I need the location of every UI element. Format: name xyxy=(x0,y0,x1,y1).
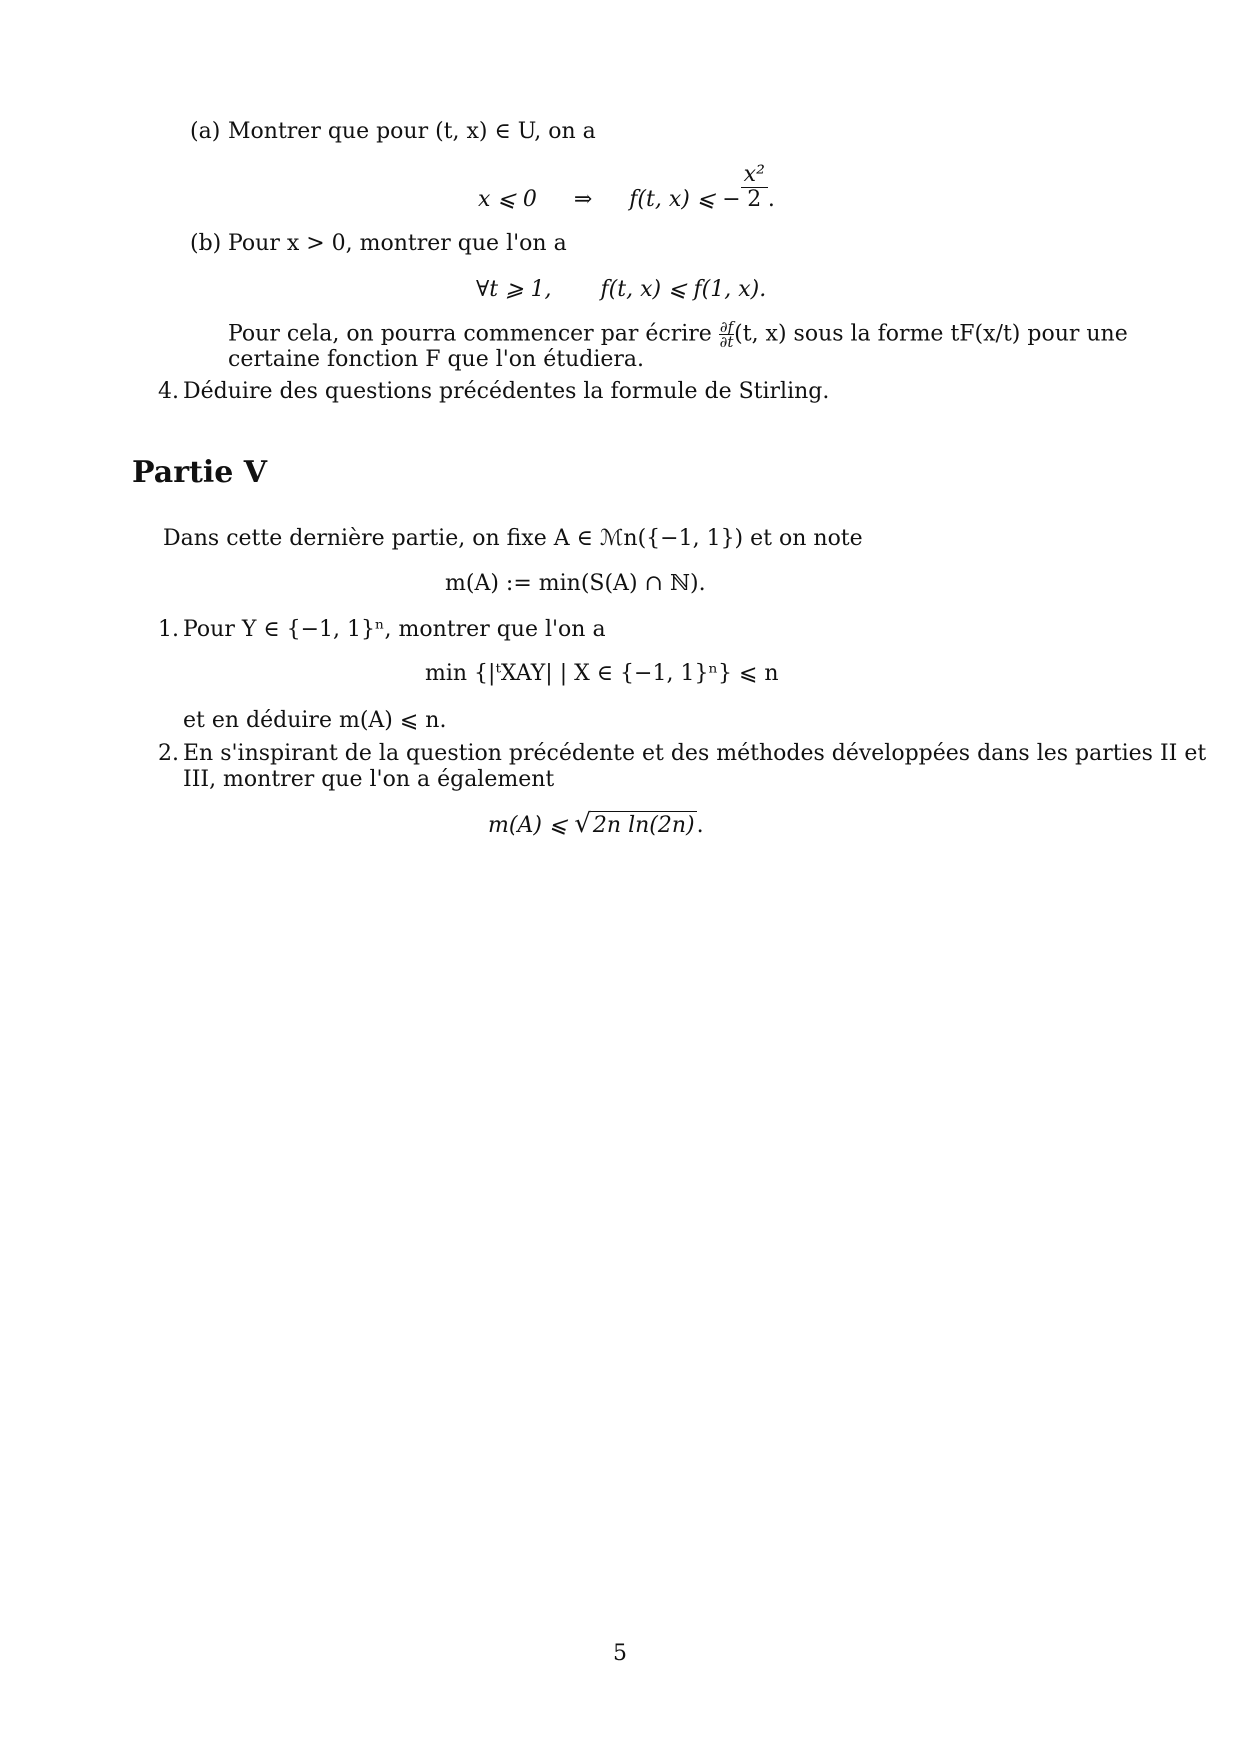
partV-q2-eq-lhs: m(A) ⩽ xyxy=(488,813,568,838)
q3a-eq-arrow: ⇒ xyxy=(573,186,593,212)
partV-q1-text: Pour Y ∈ {−1, 1}ⁿ, montrer que l'on a xyxy=(183,617,606,642)
q3a-eq-denominator: 2 xyxy=(747,187,762,212)
q3b-eq-lhs: ∀t ⩾ 1, xyxy=(476,277,552,302)
q3b-hint-partial-num: ∂f xyxy=(719,318,734,336)
partV-intro: Dans cette dernière partie, on fixe A ∈ ℳn({−1, 1}) et on note xyxy=(163,526,863,551)
partV-q2-text-2: III, montrer que l'on a également xyxy=(183,767,555,792)
q3b-equation xyxy=(476,276,766,304)
q4-text: Déduire des questions précédentes la formule de Stirling. xyxy=(183,379,830,404)
q3a-eq-end: . xyxy=(767,186,775,212)
q3a-equation xyxy=(478,163,775,219)
partV-q2-eq-sqrt: 2n ln(2n) xyxy=(592,813,695,838)
q3b-hint-partial-den: ∂t xyxy=(719,333,734,351)
q3a-eq-rhs: f(t, x) ⩽ − xyxy=(629,186,741,212)
partV-q2-text-1: En s'inspirant de la question précédente et des méthodes développées dans les parties II et xyxy=(183,741,1207,766)
q3b-hint-line-2: certaine fonction F que l'on étudiera. xyxy=(228,347,645,372)
q3a-text: Montrer que pour (t, x) ∈ U, on a xyxy=(228,119,596,144)
page-number: 5 xyxy=(613,1641,627,1666)
q3b-text: Pour x > 0, montrer que l'on a xyxy=(228,231,567,256)
partV-definition: m(A) := min(S(A) ∩ ℕ). xyxy=(445,571,706,596)
q3b-label: (b) xyxy=(190,231,222,256)
q3b-hint-line-1 xyxy=(228,318,1128,351)
partV-q2-eq-end: . xyxy=(696,813,704,838)
q3a-label: (a) xyxy=(190,119,221,144)
q3a-eq-fraction xyxy=(741,163,768,212)
partV-q1-equation: min {|ᵗXAY| | X ∈ {−1, 1}ⁿ} ⩽ n xyxy=(425,661,779,686)
partV-q1-label: 1. xyxy=(158,617,179,642)
partV-q2-equation xyxy=(488,810,704,840)
q3a-eq-numerator: x² xyxy=(741,163,768,188)
q3a-eq-lhs: x ⩽ 0 xyxy=(478,186,537,212)
q3b-hint-partial-fraction xyxy=(719,320,734,349)
q3b-hint-post: (t, x) sous la forme tF(x/t) pour une xyxy=(734,321,1128,347)
sqrt-symbol-icon: √ xyxy=(574,809,591,839)
q4-label: 4. xyxy=(158,379,179,404)
partV-q1-after: et en déduire m(A) ⩽ n. xyxy=(183,708,447,733)
section-title: Partie V xyxy=(132,455,268,490)
q3b-hint-pre: Pour cela, on pourra commencer par écrire xyxy=(228,321,712,347)
q3b-eq-rhs: f(t, x) ⩽ f(1, x). xyxy=(600,277,767,302)
partV-q2-label: 2. xyxy=(158,741,179,766)
